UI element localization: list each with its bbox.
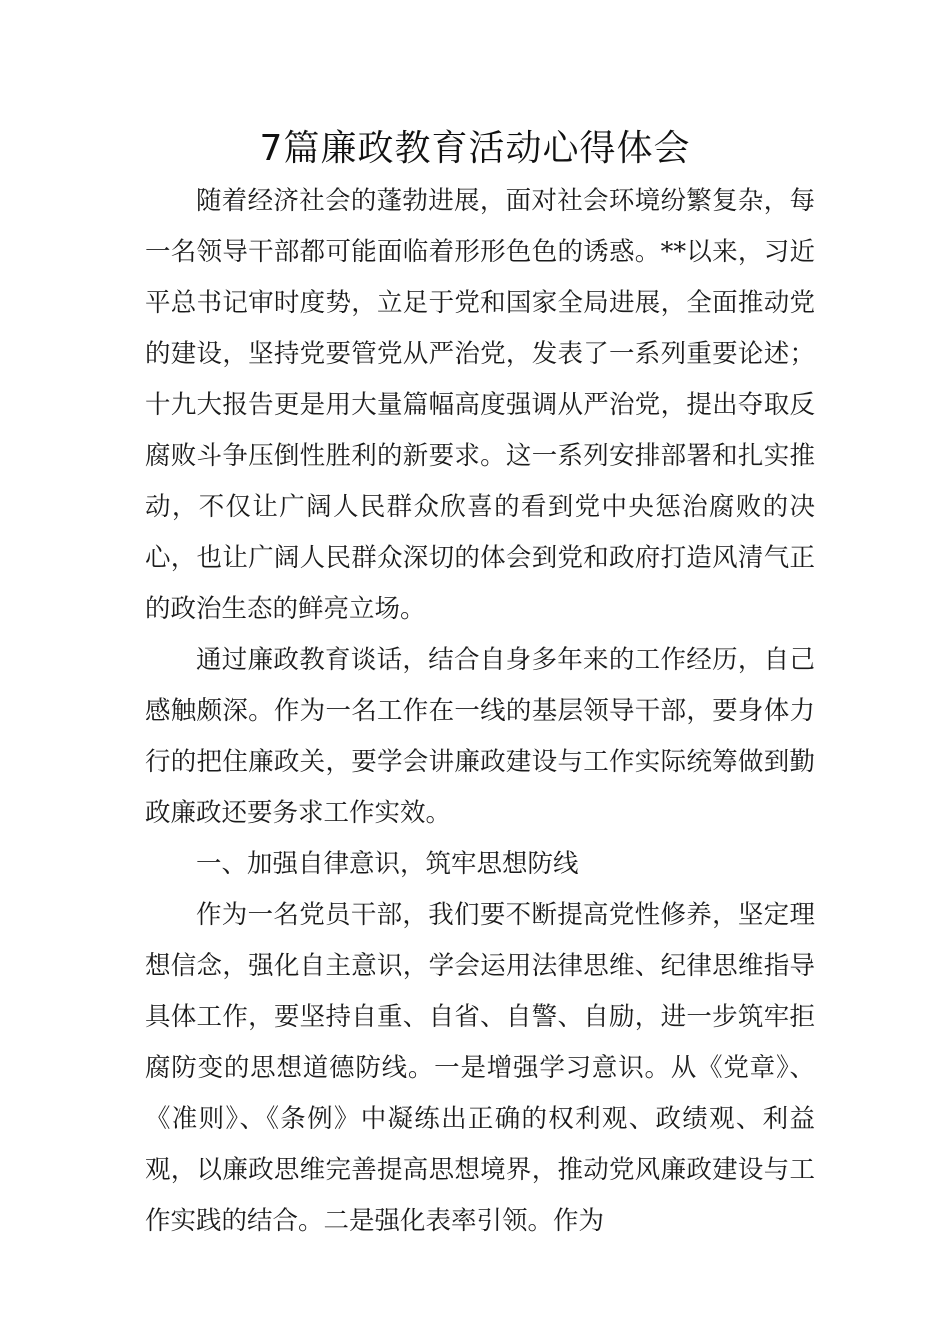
document-body [145, 176, 815, 1247]
paragraph-reflection: 通过廉政教育谈话，结合自身多年来的工作经历，自己感触颇深。作为一名工作在一线的基层领导干部，要身体力行的把住廉政关，要学会讲廉政建设与工作实际统筹做到勤政廉政还要务求工作实效。 [145, 645, 815, 828]
document-title: 7篇廉政教育活动心得体会 [259, 128, 691, 169]
paragraph-intro: 随着经济社会的蓬勃进展，面对社会环境纷繁复杂，每一名领导干部都可能面临着形形色色的诱惑。**以来，习近平总书记审时度势，立足于党和国家全局进展，全面推动党的建设，坚持党要管党从严治党，发表了一系列重要论述；十九大报告更是用大量篇幅高度强调从严治党，提出夺取反腐败斗争压倒性胜利的新要求。这一系列安排部署和扎实推动，不仅让广阔人民群众欣喜的看到党中央惩治腐败的决心，也让广阔人民群众深切的体会到党和政府打造风清气正的政治生态的鲜亮立场。 [145, 186, 815, 624]
section-heading: 一、加强自律意识，筑牢思想防线 [196, 849, 579, 879]
paragraph-section-one: 作为一名党员干部，我们要不断提高党性修养，坚定理想信念，强化自主意识，学会运用法律思维、纪律思维指导具体工作，要坚持自重、自省、自警、自励，进一步筑牢拒腐防变的思想道德防线。一是增强学习意识。从《党章》、《准则》、《条例》中凝练出正确的权利观、政绩观、利益观，以廉政思维完善提高思想境界，推动党风廉政建设与工作实践的结合。二是强化表率引领。作为 [145, 900, 815, 1236]
